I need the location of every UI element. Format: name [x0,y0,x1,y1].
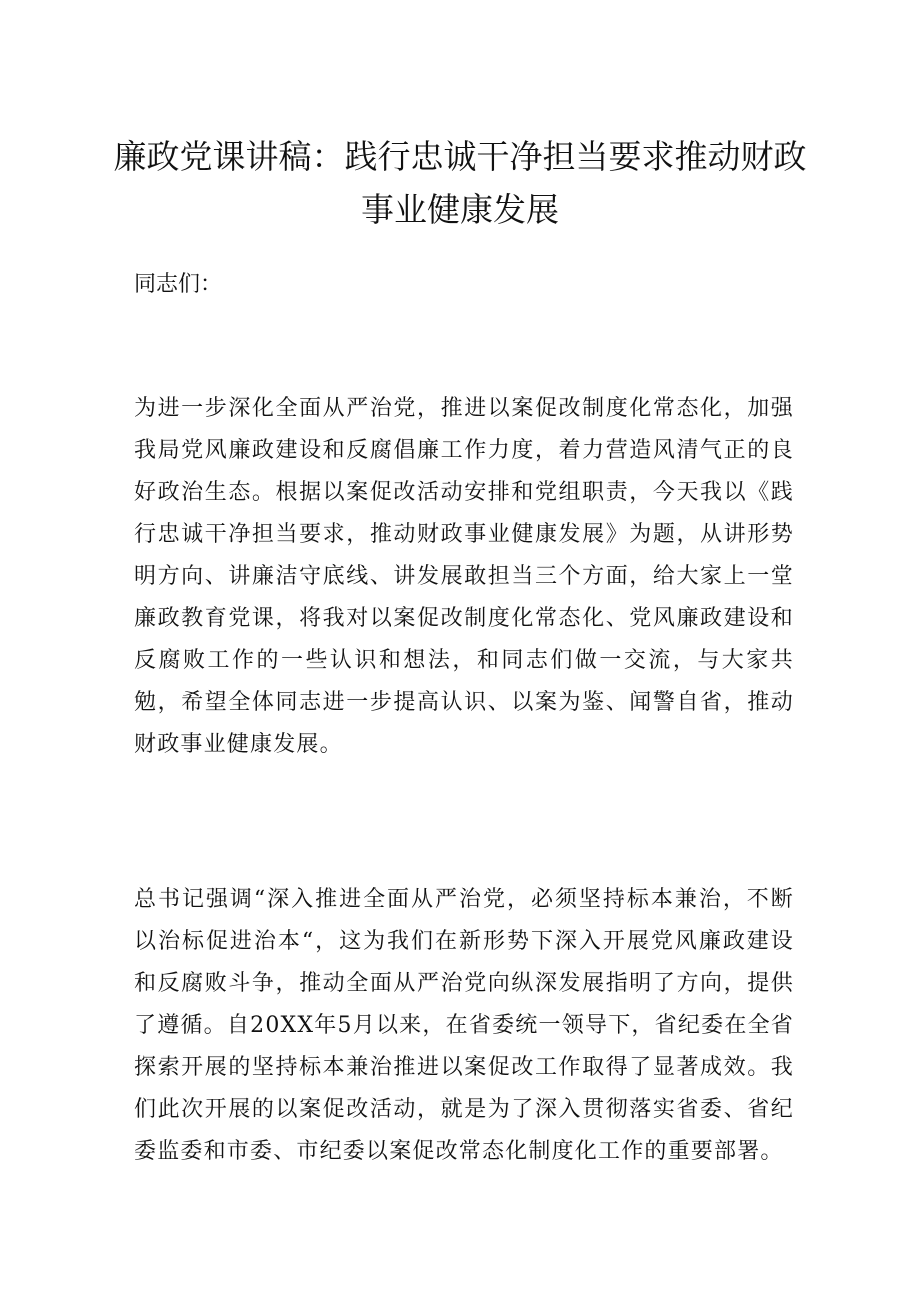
document-title: 廉政党课讲稿：践行忠诚干净担当要求推动财政事业健康发展 [113,137,807,230]
paragraph-2: 总书记强调“深入推进全面从严治党，必须坚持标本兼治，不断以治标促进治本“，这为我们在新形势下深入开展党风廉政建设和反腐败斗争，推动全面从严治党向纵深发展指明了方向，提供了遵循。自20XX年5月以来，在省委统一领导下，省纪委在全省探索开展的坚持标本兼治推进以案促改工作取得了显著成效。我们此次开展的以案促改活动，就是为了深入贯彻落实省委、省纪委监委和市委、市纪委以案促改常态化制度化工作的重要部署。 [134,887,794,1164]
paragraph-1: 为进一步深化全面从严治党，推进以案促改制度化常态化，加强我局党风廉政建设和反腐倡廉工作力度，着力营造风清气正的良好政治生态。根据以案促改活动安排和党组职责，今天我以《践行忠诚干净担当要求，推动财政事业健康发展》为题，从讲形势明方向、讲廉洁守底线、讲发展敢担当三个方面，给大家上一堂廉政教育党课，将我对以案促改制度化常态化、党风廉政建设和反腐败工作的一些认识和想法，和同志们做一交流，与大家共勉，希望全体同志进一步提高认识、以案为鉴、闻警自省，推动财政事业健康发展。 [134,396,794,757]
salutation: 同志们： [134,272,223,297]
